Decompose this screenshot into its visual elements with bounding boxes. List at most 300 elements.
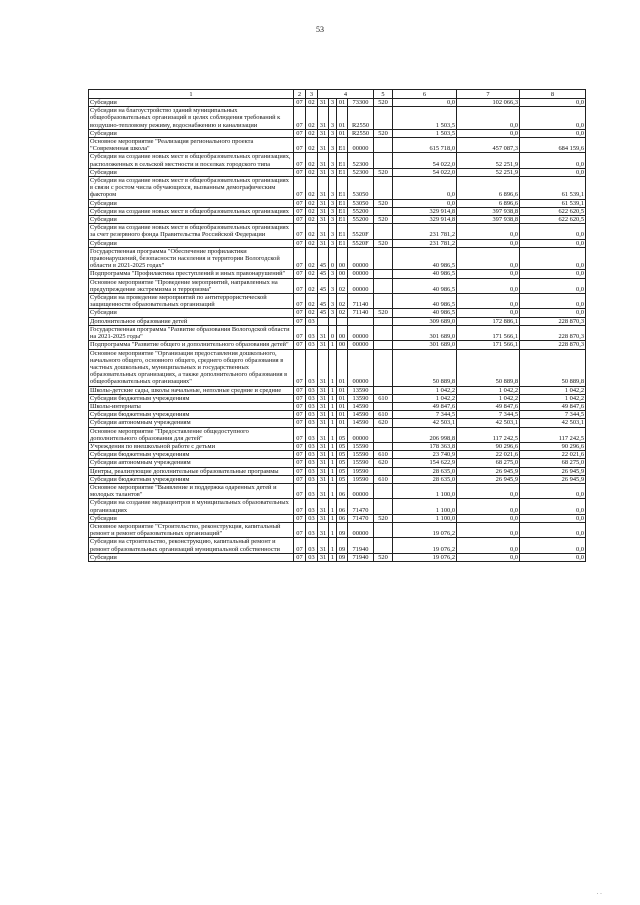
subsection-code-cell: 03 <box>306 475 318 483</box>
expense-type-cell <box>374 207 393 215</box>
row-name-cell: Субсидии <box>89 239 294 247</box>
program-code-cell: 31 <box>318 153 329 168</box>
section-code-cell: 07 <box>294 522 306 537</box>
direction-code-cell: 71470 <box>348 514 374 522</box>
row-name-cell: Основное мероприятие "Организация предоставления дошкольного, начального общего, основного общего, среднего общего образования в частных дошкольных, муниципальных и государственных образовательных организациях, а также дополнительного образования в общеобразовательных организациях" <box>89 349 294 386</box>
amount-year3-cell: 622 620,5 <box>520 207 586 215</box>
expense-type-cell: 610 <box>374 411 393 419</box>
subprogram-code-cell: 1 <box>329 522 337 537</box>
amount-year2-cell: 0,0 <box>457 239 520 247</box>
row-name-cell: Субсидии <box>89 514 294 522</box>
amount-year1-cell: 28 635,0 <box>393 467 457 475</box>
section-code-cell: 07 <box>294 349 306 386</box>
row-name-cell: Основное мероприятие "Предоставление общедоступного дополнительного образования для детей" <box>89 427 294 442</box>
activity-code-cell: 00 <box>337 341 348 349</box>
expense-type-cell <box>374 427 393 442</box>
amount-year2-cell: 0,0 <box>457 224 520 239</box>
program-code-cell: 31 <box>318 168 329 176</box>
program-code-cell: 31 <box>318 419 329 427</box>
direction-code-cell: 15590 <box>348 442 374 450</box>
amount-year3-cell: 117 242,5 <box>520 427 586 442</box>
amount-year3-cell: 7 344,5 <box>520 411 586 419</box>
activity-code-cell: 02 <box>337 309 348 317</box>
expense-type-cell <box>374 499 393 514</box>
row-name-cell: Основное мероприятие "Выявление и поддержка одаренных детей и молодых талантов" <box>89 483 294 498</box>
program-code-cell: 31 <box>318 467 329 475</box>
program-code-cell <box>318 317 329 325</box>
table-row <box>89 538 586 553</box>
program-code-cell: 31 <box>318 341 329 349</box>
section-code-cell: 07 <box>294 309 306 317</box>
program-code-cell: 31 <box>318 239 329 247</box>
direction-code-cell: 52300 <box>348 168 374 176</box>
subprogram-code-cell: 1 <box>329 341 337 349</box>
row-name-cell: Субсидии бюджетным учреждениям <box>89 475 294 483</box>
amount-year2-cell: 0,0 <box>457 538 520 553</box>
amount-year3-cell: 228 870,3 <box>520 325 586 340</box>
amount-year1-cell: 1 503,5 <box>393 129 457 137</box>
row-name-cell: Дополнительное образование детей <box>89 317 294 325</box>
amount-year1-cell: 206 998,8 <box>393 427 457 442</box>
section-code-cell: 07 <box>294 239 306 247</box>
program-code-cell: 31 <box>318 514 329 522</box>
subprogram-code-cell: 1 <box>329 451 337 459</box>
subsection-code-cell: 03 <box>306 349 318 386</box>
subprogram-code-cell: 1 <box>329 538 337 553</box>
amount-year2-cell: 6 896,6 <box>457 199 520 207</box>
expense-type-cell: 610 <box>374 475 393 483</box>
amount-year3-cell: 0,0 <box>520 239 586 247</box>
amount-year3-cell: 0,0 <box>520 309 586 317</box>
subsection-code-cell: 02 <box>306 247 318 270</box>
section-code-cell: 07 <box>294 177 306 200</box>
activity-code-cell: E1 <box>338 239 346 247</box>
activity-code-cell: 01 <box>337 411 348 419</box>
amount-year3-cell: 0,0 <box>520 270 586 278</box>
subprogram-code-cell: 3 <box>329 309 337 317</box>
activity-code-cell: E1 <box>337 153 348 168</box>
amount-year1-cell: 23 740,9 <box>393 451 457 459</box>
program-code-cell: 31 <box>318 177 329 200</box>
table-row <box>89 411 586 419</box>
section-code-cell: 07 <box>294 325 306 340</box>
table-row <box>89 153 586 168</box>
expense-type-cell: 520 <box>374 216 393 224</box>
expense-type-cell <box>374 107 393 130</box>
row-name-cell: Подпрограмма "Развитие общего и дополнительного образования детей" <box>89 341 294 349</box>
header-col-2: 2 <box>294 90 306 99</box>
program-code-cell: 31 <box>318 325 329 340</box>
amount-year3-cell: 1 042,2 <box>520 386 586 394</box>
row-name-cell: Субсидии на строительство, реконструкцию, капитальный ремонт и ремонт образовательных организаций муниципальной собственности <box>89 538 294 553</box>
program-code-cell: 31 <box>318 442 329 450</box>
amount-year3-cell: 0,0 <box>520 499 586 514</box>
section-code-cell: 07 <box>294 317 306 325</box>
expense-type-cell <box>374 341 393 349</box>
table-row <box>89 138 586 153</box>
program-code-cell: 31 <box>318 475 329 483</box>
amount-year3-cell: 0,0 <box>520 553 586 561</box>
section-code-cell: 07 <box>294 483 306 498</box>
activity-code-cell: 05 <box>337 467 348 475</box>
amount-year1-cell: 19 076,2 <box>393 553 457 561</box>
direction-code-cell: 13590 <box>348 386 374 394</box>
expense-type-cell <box>374 317 393 325</box>
section-code-cell: 07 <box>294 129 306 137</box>
direction-code-cell: 13590 <box>348 394 374 402</box>
subprogram-code-cell: 3 <box>329 270 337 278</box>
amount-year1-cell: 40 986,5 <box>393 309 457 317</box>
amount-year2-cell: 0,0 <box>457 247 520 270</box>
section-code-cell: 07 <box>294 386 306 394</box>
section-code-cell: 07 <box>294 168 306 176</box>
activity-code-cell: 01 <box>337 394 348 402</box>
row-name-cell: Субсидии <box>89 309 294 317</box>
row-name-cell: Школы-интернаты <box>89 402 294 410</box>
row-name-cell: Субсидии автономным учреждениям <box>89 419 294 427</box>
amount-year1-cell: 42 503,1 <box>393 419 457 427</box>
subsection-code-cell: 03 <box>306 451 318 459</box>
amount-year1-cell: 301 689,0 <box>393 325 457 340</box>
section-code-cell: 07 <box>294 402 306 410</box>
activity-code-cell: 01 <box>337 402 348 410</box>
activity-code-cell: 01 <box>337 99 348 107</box>
subprogram-code-cell: 1 <box>329 442 337 450</box>
section-code-cell: 07 <box>294 459 306 467</box>
expense-type-cell <box>374 224 393 239</box>
subprogram-code-cell: 1 <box>329 427 337 442</box>
header-col-5: 5 <box>374 90 393 99</box>
row-name-cell: Субсидии <box>89 199 294 207</box>
program-code-cell: 31 <box>318 224 329 239</box>
subsection-code-cell: 03 <box>306 394 318 402</box>
subprogram-code-cell: 1 <box>329 459 337 467</box>
subprogram-code-cell: 3 <box>329 168 337 176</box>
row-name-cell: Субсидии на проведение мероприятий по антитеррористической защищенности образовательных организаций <box>89 294 294 309</box>
expense-type-cell <box>374 278 393 293</box>
header-col-3: 3 <box>306 90 318 99</box>
section-code-cell: 07 <box>294 411 306 419</box>
amount-year3-cell: 684 159,6 <box>520 138 586 153</box>
table-row <box>89 168 586 176</box>
expense-type-cell <box>374 349 393 386</box>
subprogram-code-cell: 1 <box>329 402 337 410</box>
activity-code-cell: 06 <box>337 514 348 522</box>
program-code-cell: 31 <box>318 553 329 561</box>
amount-year3-cell: 26 945,9 <box>520 467 586 475</box>
direction-code-cell: 00000 <box>348 138 374 153</box>
amount-year1-cell: 40 986,5 <box>393 294 457 309</box>
table-row <box>89 459 586 467</box>
section-code-cell: 07 <box>294 224 306 239</box>
activity-code-cell: 01 <box>337 129 348 137</box>
amount-year1-cell: 50 889,8 <box>393 349 457 386</box>
row-name-cell: Субсидии на создание медиацентров в муниципальных образовательных организациях <box>89 499 294 514</box>
direction-code-cell: 14590 <box>348 402 374 410</box>
amount-year2-cell: 68 275,0 <box>457 459 520 467</box>
section-code-cell: 07 <box>294 278 306 293</box>
program-code-cell: 31 <box>318 216 329 224</box>
row-name-cell: Субсидии <box>89 99 294 107</box>
activity-code-cell: 09 <box>337 538 348 553</box>
amount-year1-cell: 54 022,0 <box>393 153 457 168</box>
subprogram-code-cell: 0 <box>329 325 337 340</box>
header-col-4: 4 <box>318 90 374 99</box>
amount-year2-cell: 0,0 <box>457 270 520 278</box>
amount-year1-cell: 19 076,2 <box>393 538 457 553</box>
expense-type-cell <box>374 138 393 153</box>
row-name-cell: Субсидии <box>89 553 294 561</box>
subprogram-code-cell: 1 <box>329 394 337 402</box>
subsection-code-cell: 03 <box>306 402 318 410</box>
amount-year2-cell: 171 566,1 <box>457 325 520 340</box>
program-code-cell: 31 <box>318 99 329 107</box>
subprogram-code-cell: 1 <box>329 483 337 498</box>
amount-year3-cell: 0,0 <box>520 224 586 239</box>
activity-code-cell: E1 <box>338 199 346 207</box>
expense-type-cell: 520 <box>374 239 393 247</box>
subprogram-code-cell: 1 <box>329 349 337 386</box>
activity-code-cell: 05 <box>337 459 348 467</box>
expense-type-cell: 520 <box>374 309 393 317</box>
subprogram-code-cell <box>329 317 337 325</box>
subsection-code-cell: 02 <box>306 207 318 215</box>
section-code-cell: 07 <box>294 394 306 402</box>
activity-code-cell: 00 <box>337 325 348 340</box>
row-name-cell: Школы-детские сады, школы начальные, неполные средние и средние <box>89 386 294 394</box>
program-code-cell: 45 <box>318 309 329 317</box>
amount-year1-cell: 40 986,5 <box>393 278 457 293</box>
amount-year1-cell: 40 986,5 <box>393 270 457 278</box>
subprogram-code-cell: 1 <box>329 475 337 483</box>
amount-year2-cell: 1 042,2 <box>457 386 520 394</box>
table-row <box>89 317 586 325</box>
program-code-cell: 31 <box>318 459 329 467</box>
direction-code-cell: 00000 <box>348 427 374 442</box>
amount-year3-cell: 61 539,1 <box>520 199 586 207</box>
table-row <box>89 394 586 402</box>
activity-code-cell: 01 <box>337 107 348 130</box>
table-row <box>89 207 586 215</box>
table-row <box>89 247 586 270</box>
subprogram-code-cell: 3 <box>329 99 337 107</box>
amount-year3-cell: 68 275,0 <box>520 459 586 467</box>
expense-type-cell: 610 <box>374 394 393 402</box>
footer-mark: · · <box>596 891 602 897</box>
subsection-code-cell: 02 <box>306 177 318 200</box>
table-row <box>89 349 586 386</box>
direction-code-cell: 00000 <box>348 278 374 293</box>
activity-code-cell: 09 <box>337 553 348 561</box>
section-code-cell: 07 <box>294 216 306 224</box>
subprogram-code-cell: 3 <box>329 278 337 293</box>
expense-type-cell <box>374 402 393 410</box>
subsection-code-cell: 03 <box>306 467 318 475</box>
amount-year1-cell: 1 503,5 <box>393 107 457 130</box>
direction-code-cell: 53050 <box>348 177 374 200</box>
subsection-code-cell: 02 <box>306 138 318 153</box>
header-col-7: 7 <box>457 90 520 99</box>
amount-year2-cell: 397 938,8 <box>457 216 520 224</box>
section-code-cell: 07 <box>294 247 306 270</box>
activity-code-cell: E1 <box>337 224 348 239</box>
row-name-cell: Центры, реализующие дополнительные образовательные программы <box>89 467 294 475</box>
section-code-cell: 07 <box>294 499 306 514</box>
direction-code-cell: 71940 <box>348 553 374 561</box>
program-code-cell: 31 <box>318 451 329 459</box>
activity-code-cell <box>337 317 348 325</box>
table-row <box>89 451 586 459</box>
subsection-code-cell: 03 <box>306 427 318 442</box>
amount-year1-cell: 0,0 <box>393 99 457 107</box>
amount-year3-cell: 0,0 <box>520 294 586 309</box>
table-row <box>89 107 586 130</box>
direction-code-cell: 19590 <box>348 475 374 483</box>
amount-year2-cell: 22 021,6 <box>457 451 520 459</box>
amount-year1-cell: 329 914,8 <box>393 216 457 224</box>
amount-year1-cell: 0,0 <box>393 199 457 207</box>
direction-code-cell: 15590 <box>348 451 374 459</box>
amount-year2-cell: 52 251,9 <box>457 153 520 168</box>
subprogram-code-cell: 3 <box>329 224 337 239</box>
row-name-cell: Субсидии бюджетным учреждениям <box>89 394 294 402</box>
table-row <box>89 99 586 107</box>
page-number: 53 <box>316 25 324 34</box>
amount-year1-cell: 28 635,0 <box>393 475 457 483</box>
amount-year3-cell: 0,0 <box>520 168 586 176</box>
direction-code-cell: 52300 <box>348 153 374 168</box>
amount-year1-cell: 1 042,2 <box>393 386 457 394</box>
row-name-cell: Субсидии бюджетным учреждениям <box>89 411 294 419</box>
amount-year3-cell: 622 620,5 <box>520 216 586 224</box>
section-code-cell: 07 <box>294 294 306 309</box>
amount-year1-cell: 178 363,8 <box>393 442 457 450</box>
program-code-cell: 31 <box>318 402 329 410</box>
row-name-cell: Основное мероприятие "Проведение мероприятий, направленных на предупреждение экстремизма и терроризма" <box>89 278 294 293</box>
table-row <box>89 483 586 498</box>
activity-code-cell: 06 <box>337 499 348 514</box>
amount-year3-cell: 1 042,2 <box>520 394 586 402</box>
row-name-cell: Учреждения по внешкольной работе с детьми <box>89 442 294 450</box>
table-row <box>89 270 586 278</box>
subprogram-code-cell: 1 <box>329 467 337 475</box>
subprogram-code-cell: 3 <box>329 177 337 200</box>
direction-code-cell: R2550 <box>348 129 374 137</box>
header-col-8: 8 <box>520 90 586 99</box>
direction-code-cell: 00000 <box>348 341 374 349</box>
expense-type-cell <box>374 538 393 553</box>
amount-year2-cell: 0,0 <box>457 553 520 561</box>
amount-year1-cell: 1 100,0 <box>393 499 457 514</box>
amount-year3-cell: 0,0 <box>520 278 586 293</box>
section-code-cell: 07 <box>294 442 306 450</box>
direction-code-cell: 00000 <box>348 349 374 386</box>
expense-type-cell <box>374 442 393 450</box>
table-row <box>89 177 586 200</box>
amount-year1-cell: 49 847,6 <box>393 402 457 410</box>
subprogram-code-cell: 1 <box>329 386 337 394</box>
expense-type-cell: 520 <box>374 129 393 137</box>
amount-year1-cell: 329 914,8 <box>393 207 457 215</box>
section-code-cell: 07 <box>294 199 306 207</box>
row-name-cell: Субсидии на благоустройство зданий муниципальных общеобразовательных организаций в целях соблюдения требований к воздушно-тепловому режиму, водоснабжению и канализации <box>89 107 294 130</box>
amount-year2-cell: 0,0 <box>457 483 520 498</box>
program-code-cell: 31 <box>318 386 329 394</box>
amount-year3-cell: 0,0 <box>520 538 586 553</box>
table-row <box>89 419 586 427</box>
direction-code-cell <box>348 317 374 325</box>
expense-type-cell: 520 <box>374 514 393 522</box>
amount-year2-cell: 0,0 <box>457 499 520 514</box>
activity-code-cell: 00 <box>337 270 348 278</box>
subsection-code-cell: 03 <box>306 499 318 514</box>
activity-code-cell: E1 <box>338 216 346 224</box>
expense-type-cell <box>374 522 393 537</box>
amount-year2-cell: 0,0 <box>457 309 520 317</box>
expense-type-cell <box>374 483 393 498</box>
amount-year1-cell: 1 100,0 <box>393 514 457 522</box>
program-code-cell: 31 <box>318 483 329 498</box>
subprogram-code-cell: 3 <box>329 239 337 247</box>
expense-type-cell <box>374 325 393 340</box>
row-name-cell: Субсидии <box>89 129 294 137</box>
direction-code-cell: 5520F <box>348 239 374 247</box>
table-row <box>89 129 586 137</box>
expense-type-cell <box>374 153 393 168</box>
amount-year2-cell: 6 896,6 <box>457 177 520 200</box>
program-code-cell: 31 <box>318 538 329 553</box>
activity-code-cell: 00 <box>337 247 348 270</box>
row-name-cell: Субсидии на создание новых мест в общеобразовательных организациях за счет резервного фонда Правительства Российской Федерации <box>89 224 294 239</box>
subsection-code-cell: 03 <box>306 514 318 522</box>
amount-year3-cell: 0,0 <box>520 483 586 498</box>
subprogram-code-cell: 3 <box>329 129 337 137</box>
section-code-cell: 07 <box>294 427 306 442</box>
direction-code-cell: 71140 <box>348 309 374 317</box>
table-row <box>89 553 586 561</box>
amount-year1-cell: 7 344,5 <box>393 411 457 419</box>
row-name-cell: Основное мероприятие "Строительство, реконструкция, капитальный ремонт и ремонт образовательных организаций" <box>89 522 294 537</box>
amount-year1-cell: 40 986,5 <box>393 247 457 270</box>
amount-year1-cell: 0,0 <box>393 177 457 200</box>
subprogram-code-cell: 1 <box>329 419 337 427</box>
amount-year2-cell: 7 344,5 <box>457 411 520 419</box>
amount-year2-cell: 0,0 <box>457 129 520 137</box>
amount-year1-cell: 231 781,2 <box>393 224 457 239</box>
program-code-cell: 31 <box>318 427 329 442</box>
amount-year3-cell: 0,0 <box>520 522 586 537</box>
amount-year2-cell: 117 242,5 <box>457 427 520 442</box>
amount-year3-cell: 49 847,6 <box>520 402 586 410</box>
activity-code-cell: 01 <box>337 349 348 386</box>
expense-type-cell: 520 <box>374 553 393 561</box>
direction-code-cell: 71940 <box>348 538 374 553</box>
program-code-cell: 45 <box>318 247 329 270</box>
section-code-cell: 07 <box>294 514 306 522</box>
amount-year3-cell: 0,0 <box>520 514 586 522</box>
expense-type-cell <box>374 177 393 200</box>
subsection-code-cell: 03 <box>306 442 318 450</box>
program-code-cell: 31 <box>318 207 329 215</box>
section-code-cell: 07 <box>294 475 306 483</box>
row-name-cell: Субсидии <box>89 168 294 176</box>
amount-year2-cell: 1 042,2 <box>457 394 520 402</box>
table-row <box>89 427 586 442</box>
subsection-code-cell: 02 <box>306 199 318 207</box>
amount-year2-cell: 50 889,8 <box>457 349 520 386</box>
subprogram-code-cell: 3 <box>329 207 337 215</box>
direction-code-cell: 5520F <box>348 224 374 239</box>
